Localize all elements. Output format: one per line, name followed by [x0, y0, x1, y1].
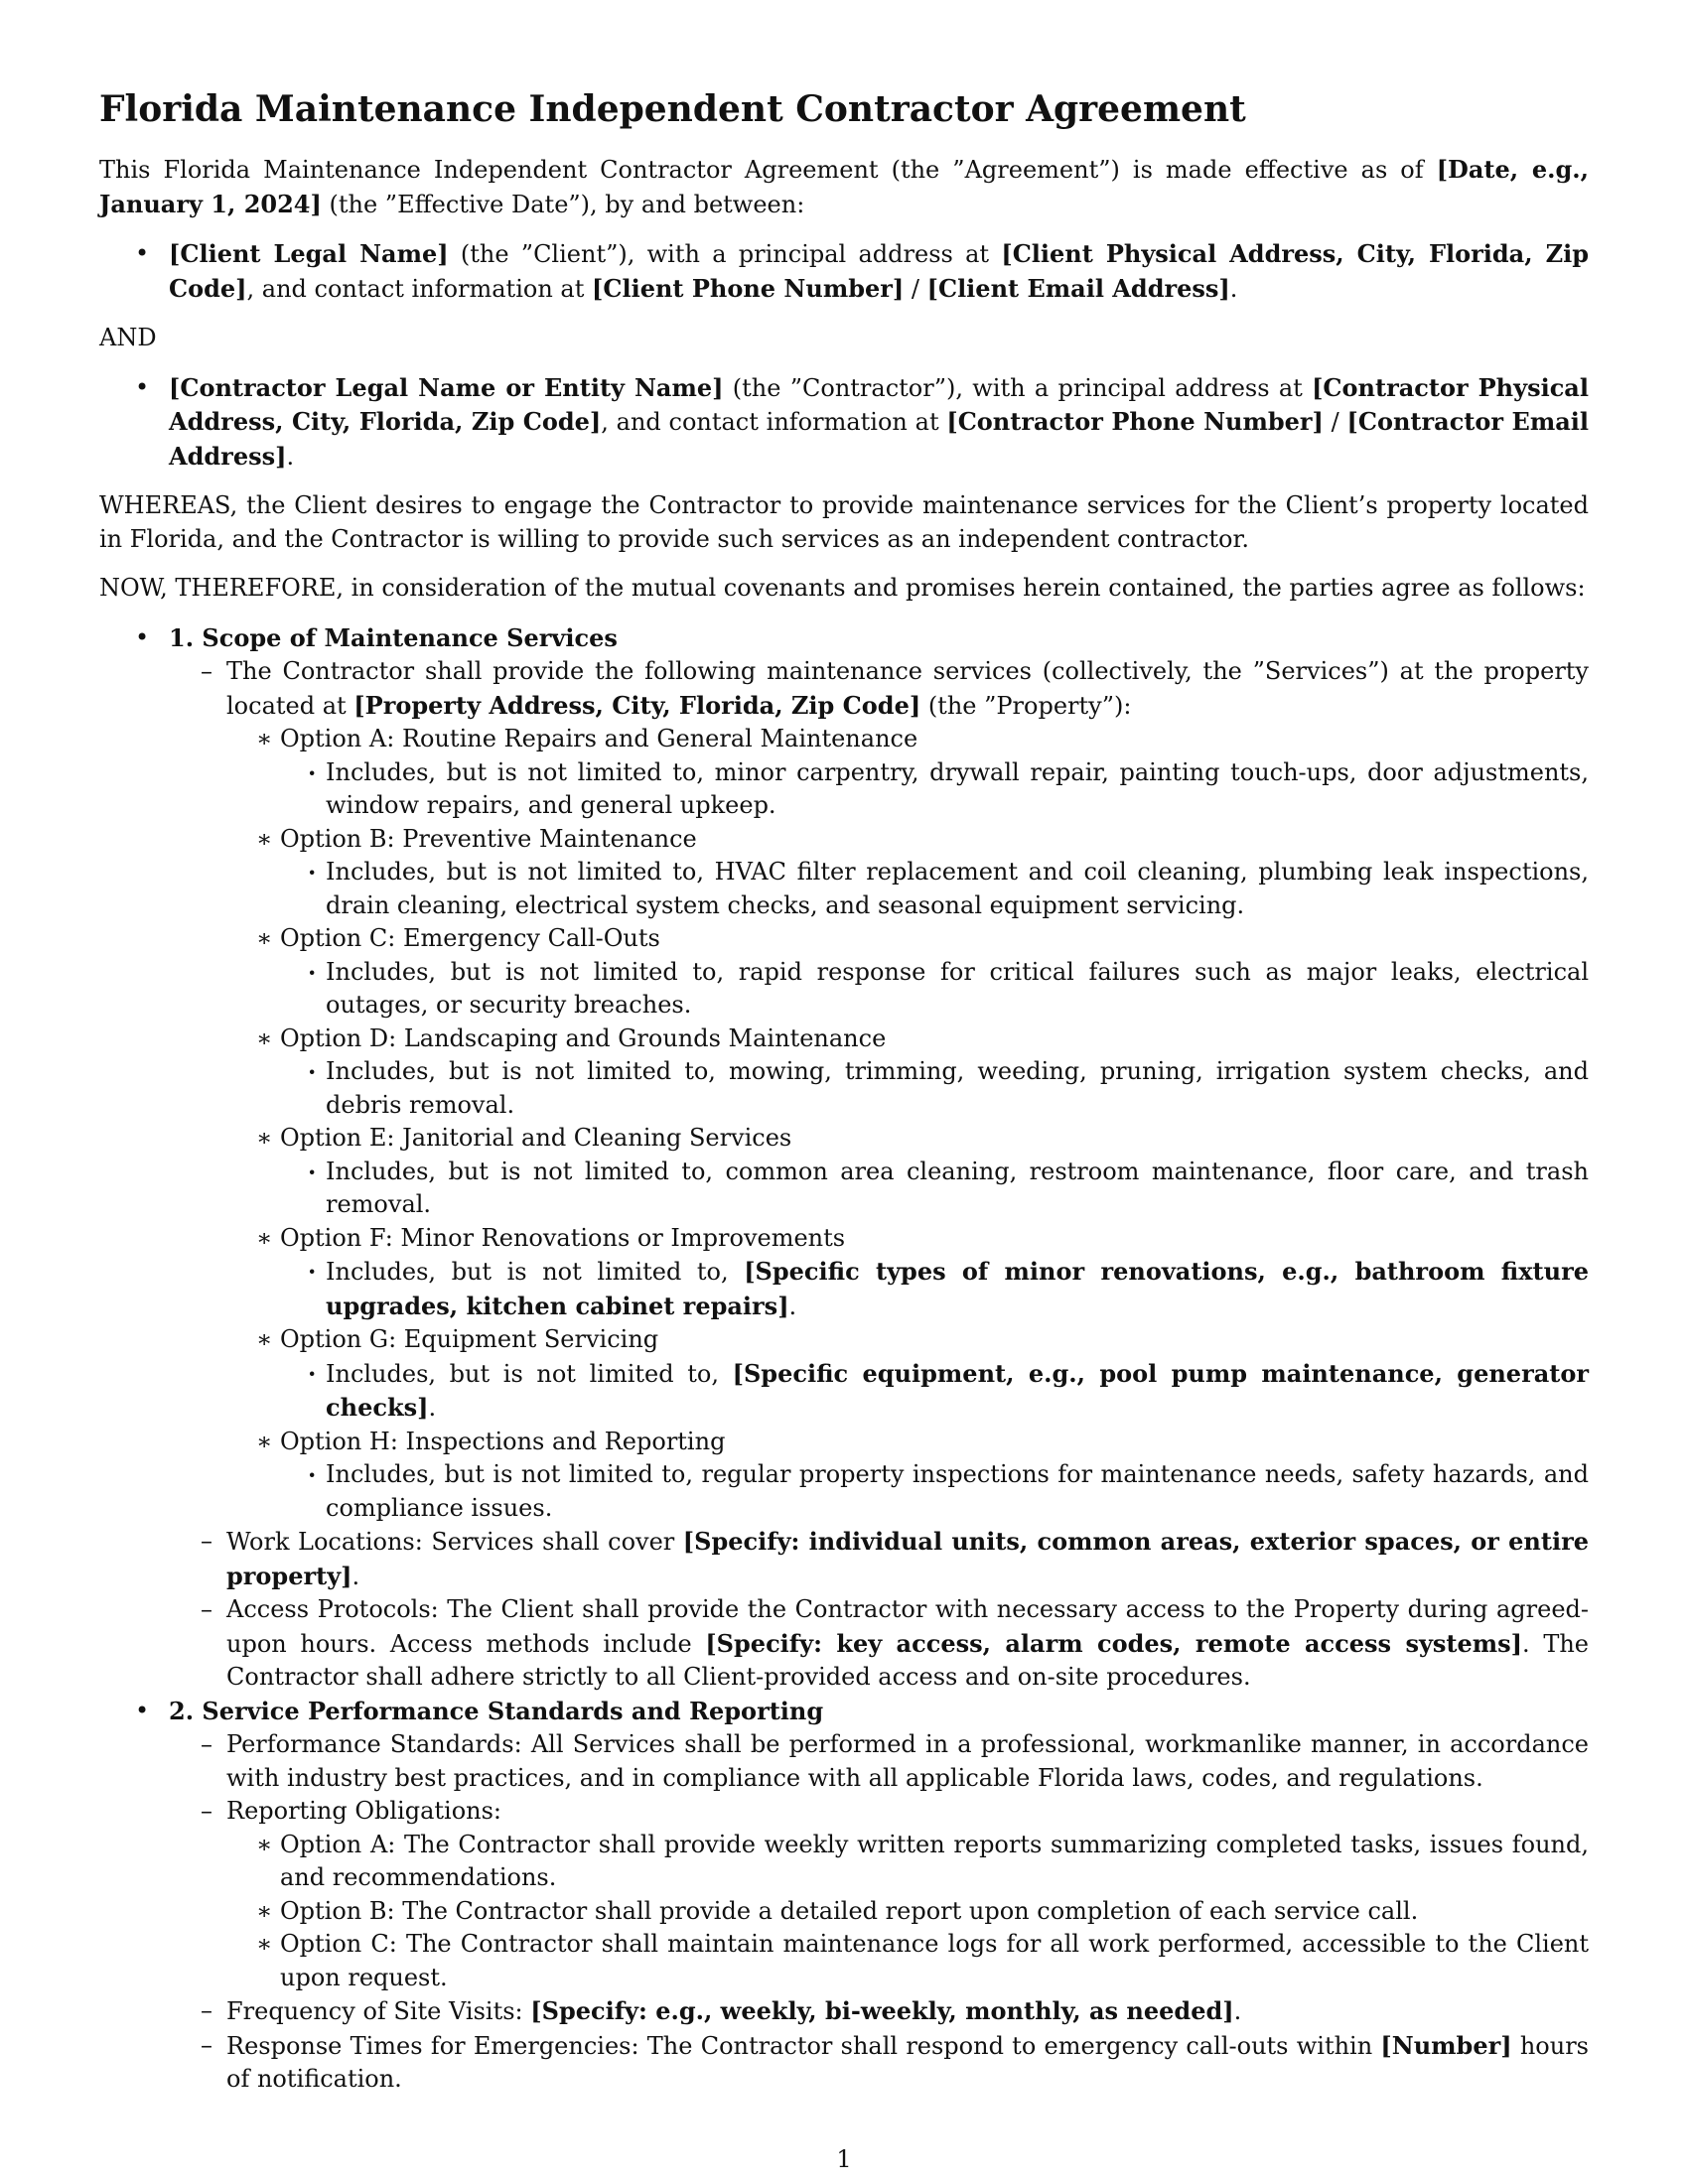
- option-d: ∗ Option D: Landscaping and Grounds Maintenance · Includes, but is not limited to, mowing, trimming, weeding, pruning, irrigation system checks, and debris removal.: [226, 1023, 1589, 1123]
- option-f-detail: · Includes, but is not limited to, [Specific types of minor renovations, e.g., bathroom fixture upgrades, kitchen cabinet repairs].: [280, 1255, 1589, 1323]
- option-e-detail: · Includes, but is not limited to, common area cleaning, restroom maintenance, floor care, and trash removal.: [280, 1156, 1589, 1222]
- page-number: 1: [836, 2145, 852, 2173]
- option-h-detail: · Includes, but is not limited to, regular property inspections for maintenance needs, safety hazards, and compliance issues.: [280, 1458, 1589, 1525]
- option-c-detail: · Includes, but is not limited to, rapid response for critical failures such as major leaks, electrical outages, or security breaches.: [280, 956, 1589, 1023]
- contractor-list: [99, 371, 1589, 475]
- option-a: ∗ Option A: Routine Repairs and General Maintenance · Includes, but is not limited to, minor carpentry, drywall repair, painting touch-ups, door adjustments, window repairs, and general upkeep.: [226, 723, 1589, 823]
- section-2-items: [169, 1728, 1589, 2097]
- placeholder-client-address: [Client Physical Address, City, Florida, Zip Code]: [169, 239, 1589, 303]
- placeholder-property-address: [Property Address, City, Florida, Zip Code]: [353, 690, 921, 720]
- intro-paragraph: This Florida Maintenance Independent Contractor Agreement (the ”Agreement”) is made effective as of [Date, e.g., January 1, 2024] (the ”Effective Date”), by and between:: [99, 155, 1590, 218]
- reporting-option-b: ∗ Option B: The Contractor shall provide a detailed report upon completion of each service call.: [226, 1895, 1589, 1929]
- now-therefore-paragraph: NOW, THEREFORE, in consideration of the mutual covenants and promises herein contained, the parties agree as follows:: [99, 574, 1586, 602]
- reporting-option-c: ∗ Option C: The Contractor shall maintain maintenance logs for all work performed, accessible to the Client upon request.: [226, 1928, 1589, 1994]
- reporting-options: [226, 1829, 1589, 1995]
- client-party: • [Client Legal Name] (the ”Client”), with a principal address at [Client Physical Address, City, Florida, Zip Code], and contact information at [Client Phone Number] / [Client Email Address].: [99, 237, 1589, 306]
- option-b-detail: · Includes, but is not limited to, HVAC filter replacement and coil cleaning, plumbing leak inspections, drain cleaning, electrical system checks, and seasonal equipment servicing.: [280, 856, 1589, 922]
- placeholder-date: [Date, e.g., January 1, 2024]: [99, 155, 1590, 218]
- placeholder-frequency: [Specify: e.g., weekly, bi-weekly, monthly, as needed]: [530, 1996, 1234, 2025]
- reporting-option-a: ∗ Option A: The Contractor shall provide weekly written reports summarizing completed tasks, issues found, and recommendations.: [226, 1829, 1589, 1895]
- sections-list: [99, 621, 1589, 2097]
- placeholder-access-methods: [Specify: key access, alarm codes, remote access systems]: [705, 1628, 1523, 1658]
- document-title: Florida Maintenance Independent Contractor Agreement: [99, 88, 1246, 130]
- placeholder-response-hours: [Number]: [1380, 2030, 1512, 2060]
- performance-standards: – Performance Standards: All Services shall be performed in a professional, workmanlike manner, in accordance with industry best practices, and in compliance with all applicable Florida laws, codes, and regulations.: [169, 1728, 1589, 1795]
- placeholder-renovations: [Specific types of minor renovations, e.g., bathroom fixture upgrades, kitchen cabinet repairs]: [326, 1257, 1589, 1320]
- option-e: ∗ Option E: Janitorial and Cleaning Services · Includes, but is not limited to, common area cleaning, restroom maintenance, floor care, and trash removal.: [226, 1122, 1589, 1222]
- placeholder-contractor-address: [Contractor Physical Address, City, Florida, Zip Code]: [169, 372, 1589, 436]
- option-b: ∗ Option B: Preventive Maintenance · Includes, but is not limited to, HVAC filter replacement and coil cleaning, plumbing leak inspections, drain cleaning, electrical system checks, and seasonal equipment servicing.: [226, 823, 1589, 923]
- and-text: AND: [99, 324, 157, 351]
- emergency-response-times: – Response Times for Emergencies: The Contractor shall respond to emergency call-outs within [Number] hours of notification.: [169, 2029, 1589, 2097]
- section-1-title: 1. Scope of Maintenance Services: [169, 622, 618, 652]
- placeholder-client-phone: [Client Phone Number]: [592, 273, 905, 303]
- placeholder-contractor-name: [Contractor Legal Name or Entity Name]: [169, 372, 724, 402]
- work-locations: – Work Locations: Services shall cover [Specify: individual units, common areas, exterior spaces, or entire property].: [169, 1525, 1589, 1593]
- option-g: ∗ Option G: Equipment Servicing · Includes, but is not limited to, [Specific equipment, e.g., pool pump maintenance, generator checks].: [226, 1323, 1589, 1426]
- placeholder-contractor-phone: [Contractor Phone Number]: [946, 407, 1324, 436]
- reporting-obligations: – Reporting Obligations: ∗ Option A: The Contractor shall provide weekly written reports summarizing completed tasks, issues found, and recommendations. ∗ Option B: The Contractor shall provide a detailed report upon completion of each service call. ∗ Option C: The Contractor shall maintain maintenance logs for all work performed, accessible to the Client upon request.: [169, 1795, 1589, 1994]
- service-options: [226, 723, 1589, 1525]
- option-c: ∗ Option C: Emergency Call-Outs · Includes, but is not limited to, rapid response for critical failures such as major leaks, electrical outages, or security breaches.: [226, 922, 1589, 1023]
- placeholder-contractor-email: [Contractor Email Address]: [169, 407, 1589, 471]
- section-2: [99, 1695, 1589, 2097]
- option-a-detail: · Includes, but is not limited to, minor carpentry, drywall repair, painting touch-ups, door adjustments, window repairs, and general upkeep.: [280, 756, 1589, 823]
- section-1-intro: – The Contractor shall provide the following maintenance services (collectively, the ”Services”) at the property located at [Property Address, City, Florida, Zip Code] (the ”Property”): ∗ Option A: Routine Repairs and General Maintenance · Includes, but is not limited to, minor carpentry, drywall repair, painting touch-ups, door adjustments, window repairs, and general upkeep. ∗ Option B: Preventive Maintenance · Includes, but is not limited to, HVAC filter replacement and coil cleaning, plumbing leak inspections, drain cleaning, electrical system checks, and seasonal equipment servicing. ∗ Option C: Emergency Call-Outs · Includes, but is not limited to, rapid response for critical failures such as major leaks, electrical outages, or security breaches. ∗ Option D: Landscaping and Grounds Maintenance · Includes, but is not limited to, mowing, trimming, weeding, pruning, irrigation system checks, and debris removal. ∗ Option E: Janitorial and Cleaning Services · Includes, but is not limited to, common area cleaning, restroom maintenance, floor care, and trash removal. ∗ Option F: Minor Renovations or Improvements · Includes, but is not limited to, [Specific types of minor renovations, e.g., bathroom fixture upgrades, kitchen cabinet repairs]. ∗ Option G: Equipment Servicing · Includes, but is not limited to, [Specific equipment, e.g., pool pump maintenance, generator checks]. ∗ Option H: Inspections and Reporting · Includes, but is not limited to, regular property inspections for maintenance needs, safety hazards, and compliance issues.: [169, 655, 1589, 1525]
- option-d-detail: · Includes, but is not limited to, mowing, trimming, weeding, pruning, irrigation system checks, and debris removal.: [280, 1055, 1589, 1122]
- contractor-party: • [Contractor Legal Name or Entity Name] (the ”Contractor”), with a principal address at [Contractor Physical Address, City, Florida, Zip Code], and contact information at [Contractor Phone Number] / [Contractor Email Address].: [99, 371, 1589, 475]
- access-protocols: – Access Protocols: The Client shall provide the Contractor with necessary access to the Property during agreed-upon hours. Access methods include [Specify: key access, alarm codes, remote access systems]. The Contractor shall adhere strictly to all Client-provided access and on-site procedures.: [169, 1593, 1589, 1695]
- client-list: [99, 237, 1589, 306]
- option-g-detail: · Includes, but is not limited to, [Specific equipment, e.g., pool pump maintenance, generator checks].: [280, 1357, 1589, 1426]
- site-visit-frequency: – Frequency of Site Visits: [Specify: e.g., weekly, bi-weekly, monthly, as needed].: [169, 1994, 1589, 2029]
- whereas-paragraph: WHEREAS, the Client desires to engage the Contractor to provide maintenance services for the Client’s property located in Florida, and the Contractor is willing to provide such services as an independent contractor.: [99, 491, 1589, 553]
- option-f: ∗ Option F: Minor Renovations or Improvements · Includes, but is not limited to, [Specific types of minor renovations, e.g., bathroom fixture upgrades, kitchen cabinet repairs].: [226, 1222, 1589, 1324]
- section-2-title: 2. Service Performance Standards and Reporting: [169, 1696, 824, 1725]
- placeholder-equipment: [Specific equipment, e.g., pool pump maintenance, generator checks]: [326, 1358, 1589, 1422]
- section-1-items: [169, 655, 1589, 1695]
- placeholder-client-email: [Client Email Address]: [926, 273, 1230, 303]
- placeholder-work-locations: [Specify: individual units, common areas, exterior spaces, or entire property]: [226, 1527, 1589, 1590]
- section-1: [99, 621, 1589, 1695]
- option-h: ∗ Option H: Inspections and Reporting · Includes, but is not limited to, regular property inspections for maintenance needs, safety hazards, and compliance issues.: [226, 1426, 1589, 1526]
- placeholder-client-name: [Client Legal Name]: [169, 239, 449, 268]
